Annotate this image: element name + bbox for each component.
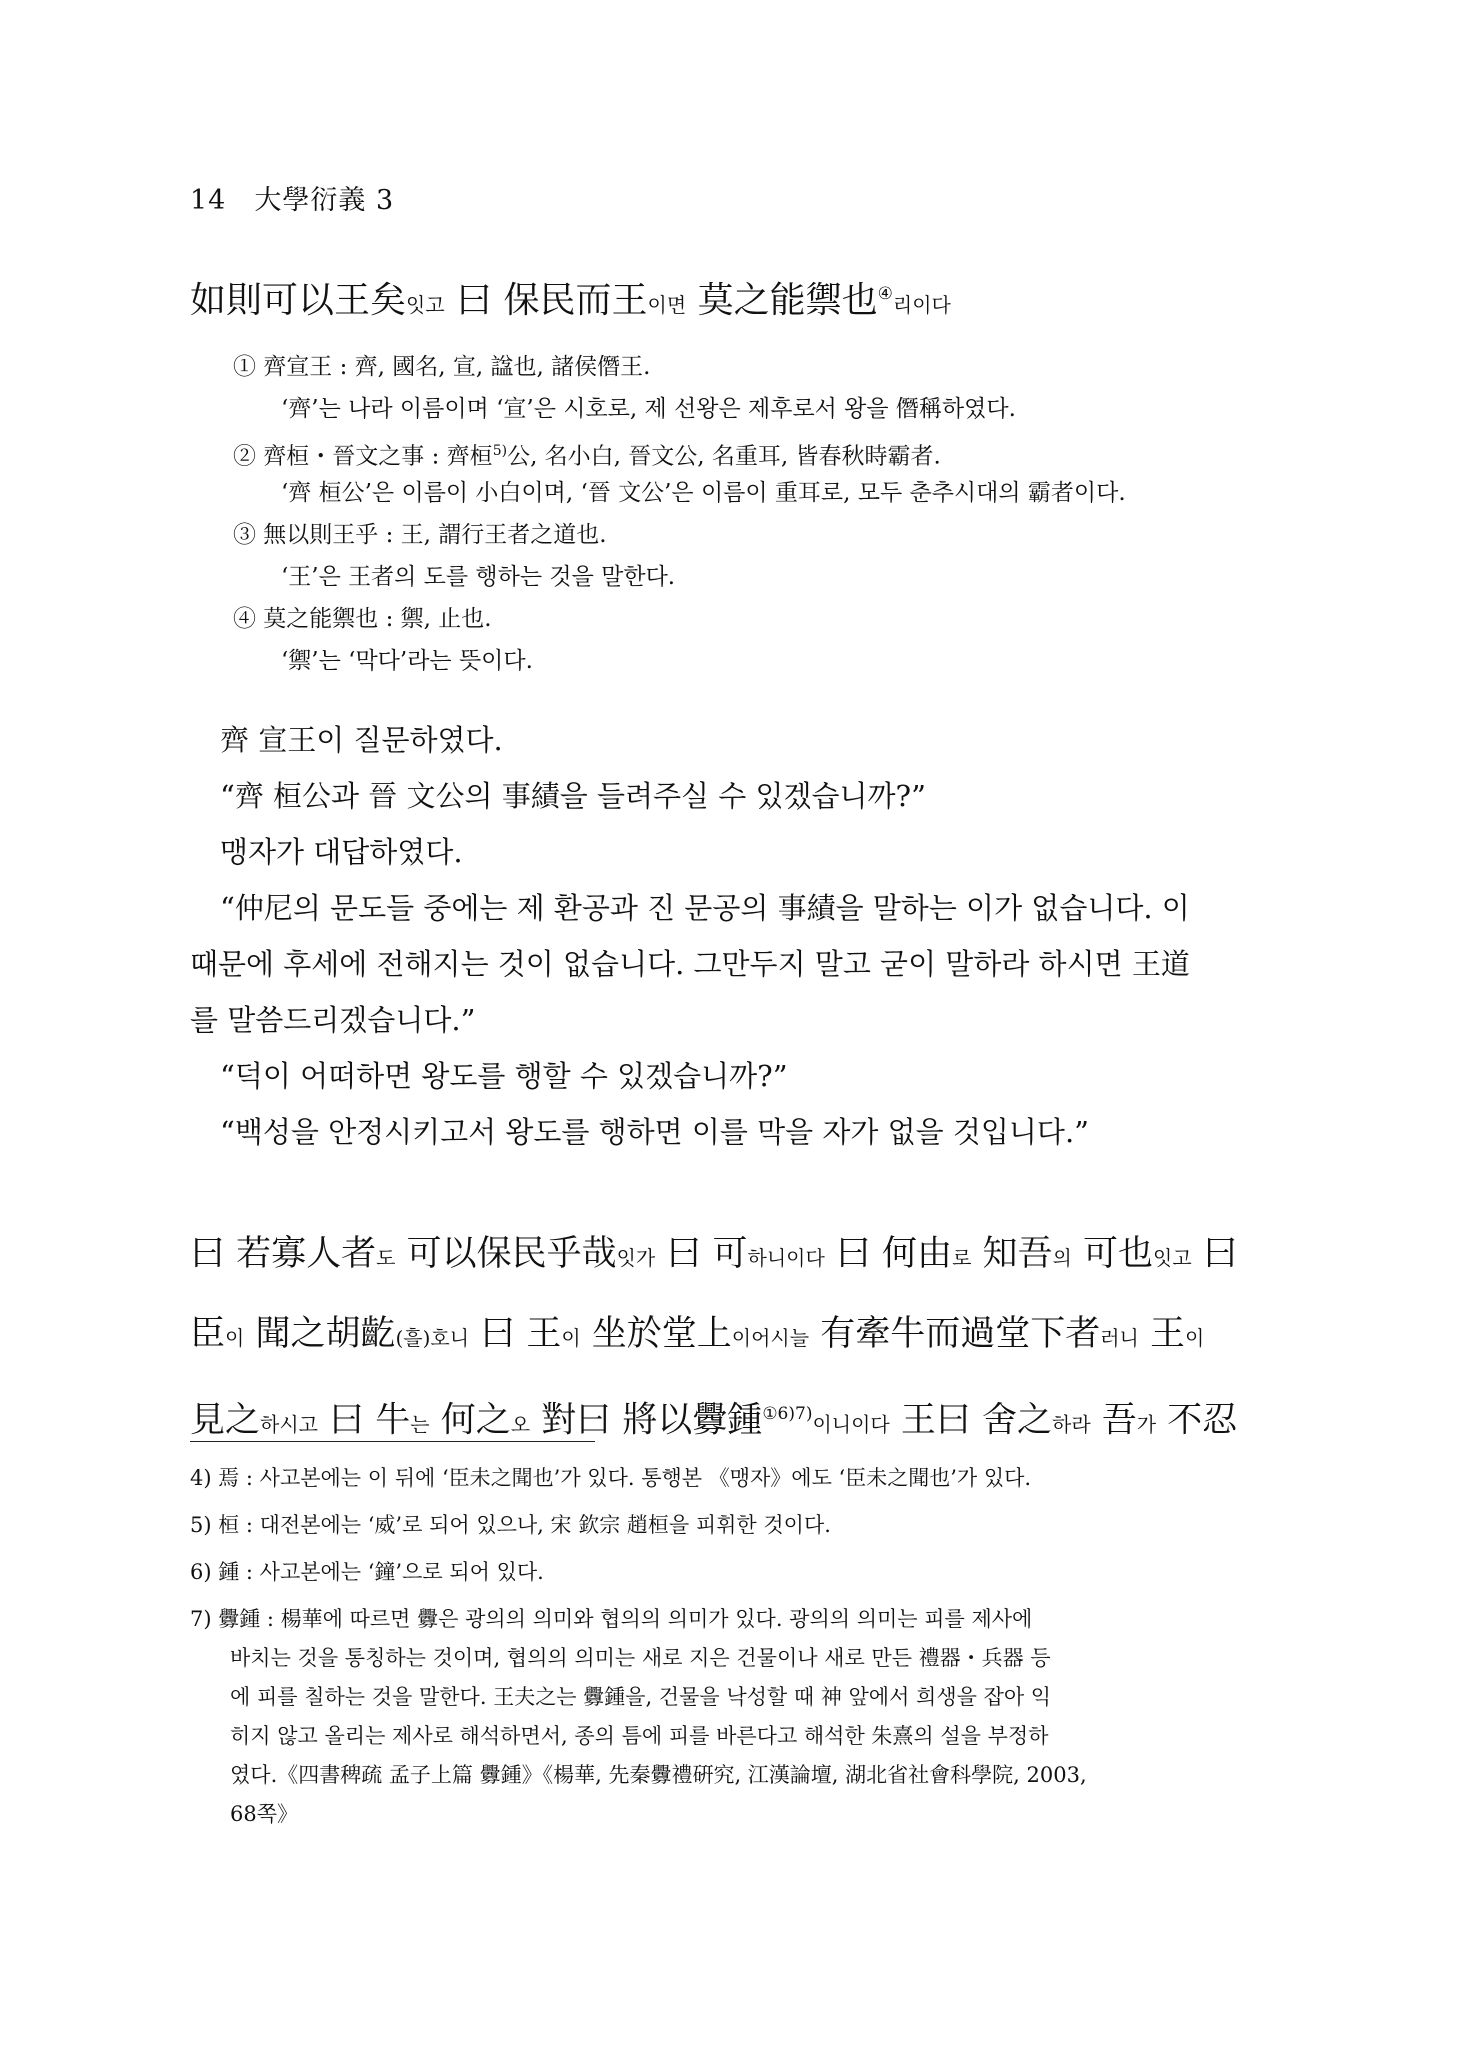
orig-particle: 하니이다: [747, 1246, 825, 1270]
orig-particle: 이어시늘: [731, 1326, 810, 1350]
orig-text: 曰 王: [469, 1314, 562, 1354]
footnote-4: 4) 焉 : 사고본에는 이 뒤에 ‘臣未之聞也’가 있다. 통행본 《맹자》에도 ‘臣未之聞也’가 있다.: [190, 1466, 1032, 1490]
orig-text: 曰 可: [655, 1234, 748, 1274]
footnote-7-line: 바치는 것을 통칭하는 것이며, 협의의 의미는 새로 지은 건물이나 새로 만든 禮器・兵器 등: [230, 1646, 1051, 1670]
translation-line: 때문에 후세에 전해지는 것이 없습니다. 그만두지 말고 굳이 말하라 하시면 王道: [190, 947, 1190, 981]
orig-particle: 이: [561, 1326, 581, 1350]
running-head: 14 大學衍義 3: [190, 185, 395, 216]
note-4-translation: ‘禦’는 ‘막다’라는 뜻이다.: [281, 648, 533, 674]
orig-particle: 하시고: [260, 1412, 318, 1437]
orig-particle: 이: [225, 1326, 245, 1350]
note-3-translation: ‘王’은 王者의 도를 행하는 것을 말한다.: [281, 564, 676, 590]
orig-text: 臣: [190, 1314, 226, 1354]
verse-text: 莫之能禦也: [686, 280, 878, 321]
footnote-7-line: 68쪽》: [230, 1802, 299, 1826]
verse-particle: 리이다: [892, 293, 951, 317]
orig-text: 可以保民乎哉: [395, 1234, 617, 1274]
note-1-translation: ‘齊’는 나라 이름이며 ‘宣’은 시호로, 제 선왕은 제후로서 왕을 僭稱하였다.: [281, 396, 1016, 422]
orig-particle: 의: [1052, 1246, 1072, 1270]
footnote-7-line: 히지 않고 올리는 제사로 해석하면서, 종의 틈에 피를 바른다고 해석한 朱熹의 설을 부정하: [230, 1724, 1049, 1748]
footnote-7-line: 였다.《四書稗疏 孟子上篇 釁鍾》《楊華, 先秦釁禮硏究, 江漢論壇, 湖北省社會科學院, 2003,: [230, 1763, 1087, 1787]
orig-particle: 러니: [1100, 1326, 1139, 1350]
orig-particle: 잇가: [616, 1246, 656, 1270]
note-marker: ①6)7): [762, 1404, 813, 1424]
orig-particle: 이니이다: [812, 1412, 890, 1437]
translation-line: 를 말씀드리겠습니다.”: [190, 1003, 476, 1037]
translation-block-2: [190, 880, 1290, 1048]
original-line-2: [190, 1294, 1290, 1374]
orig-particle: 는: [410, 1412, 430, 1437]
orig-particle: 도: [376, 1246, 396, 1270]
verse-heading: [190, 272, 951, 323]
orig-text: 吾: [1090, 1400, 1137, 1441]
translation-line: “덕이 어떠하면 왕도를 행할 수 있겠습니까?”: [220, 1059, 788, 1093]
annotation-notes: [233, 346, 1283, 682]
orig-particle: (흘)호니: [395, 1326, 470, 1350]
orig-text: 曰: [1191, 1234, 1238, 1274]
original-line-1: [190, 1214, 1290, 1294]
note-2-text: 公, 名小白, 晉文公, 名重耳, 皆春秋時霸者.: [507, 443, 941, 470]
orig-text: 對曰 將以釁鍾: [530, 1400, 763, 1441]
orig-particle: 하라: [1052, 1412, 1091, 1437]
translation-line: “백성을 안정시키고서 왕도를 행하면 이를 막을 자가 없을 것입니다.”: [220, 1115, 1089, 1149]
note-4: ④ 莫之能禦也 : 禦, 止也.: [233, 606, 492, 632]
note-1: ① 齊宣王 : 齊, 國名, 宣, 諡也, 諸侯僭王.: [233, 354, 651, 380]
orig-text: 坐於堂上: [580, 1314, 732, 1354]
footnote-5: 5) 桓 : 대전본에는 ‘威’로 되어 있으나, 宋 欽宗 趙桓을 피휘한 것이다.: [190, 1513, 831, 1537]
translation-line: 맹자가 대답하였다.: [220, 835, 463, 869]
orig-text: 王曰 舍之: [889, 1400, 1052, 1441]
original-text-block: [190, 1214, 1290, 1454]
note-2: [233, 430, 1283, 472]
verse-particle: 잇고: [406, 293, 445, 317]
note-marker: ④: [877, 284, 893, 304]
footnote-divider: [190, 1441, 595, 1442]
original-line-3: [190, 1374, 1290, 1454]
verse-text: 如則可以王矣: [190, 280, 407, 321]
orig-text: 聞之胡齕: [244, 1314, 396, 1354]
orig-text: 曰 若寡人者: [190, 1234, 377, 1274]
orig-particle: 이: [1185, 1326, 1205, 1350]
footnote-6: 6) 鍾 : 사고본에는 ‘鐘’으로 되어 있다.: [190, 1560, 544, 1584]
footnote-7-line: 7) 釁鍾 : 楊華에 따르면 釁은 광의의 의미와 협의의 의미가 있다. 광의의 의미는 피를 제사에: [190, 1607, 1033, 1631]
translation-line: “齊 桓公과 晉 文公의 事績을 들려주실 수 있겠습니까?”: [220, 779, 926, 813]
orig-text: 見之: [190, 1400, 261, 1441]
orig-text: 知吾: [971, 1234, 1053, 1274]
orig-particle: 오: [510, 1412, 531, 1437]
verse-text: 曰 保民而王: [444, 280, 648, 321]
orig-text: 曰 牛: [317, 1400, 411, 1441]
orig-text: 何之: [429, 1400, 511, 1441]
orig-text: 王: [1138, 1314, 1185, 1354]
orig-particle: 잇고: [1153, 1246, 1192, 1270]
verse-particle: 이면: [647, 293, 687, 317]
orig-particle: 로: [952, 1246, 972, 1270]
orig-text: 不忍: [1156, 1400, 1238, 1441]
orig-text: 曰 何由: [824, 1234, 953, 1274]
footnotes: [190, 1459, 1290, 1834]
orig-text: 有牽牛而過堂下者: [809, 1314, 1101, 1354]
translation-line: “仲尼의 문도들 중에는 제 환공과 진 문공의 事績을 말하는 이가 없습니다. 이: [220, 891, 1190, 925]
translation-line: 齊 宣王이 질문하였다.: [220, 723, 503, 757]
translation-block-3: [190, 1048, 1290, 1160]
footnote-7-line: 에 피를 칠하는 것을 말한다. 王夫之는 釁鍾을, 건물을 낙성할 때 神 앞에서 희생을 잡아 익: [230, 1685, 1052, 1709]
orig-text: 可也: [1071, 1234, 1153, 1274]
footnote-ref: 5): [492, 443, 508, 459]
note-2-translation: ‘齊 桓公’은 이름이 小白이며, ‘晉 文公’은 이름이 重耳로, 모두 춘추시대의 霸者이다.: [281, 480, 1126, 506]
orig-particle: 가: [1136, 1412, 1157, 1437]
translation-block-1: [190, 712, 1290, 880]
note-2-text: ② 齊桓・晉文之事 : 齊桓: [233, 443, 493, 470]
note-3: ③ 無以則王乎 : 王, 謂行王者之道也.: [233, 522, 607, 548]
